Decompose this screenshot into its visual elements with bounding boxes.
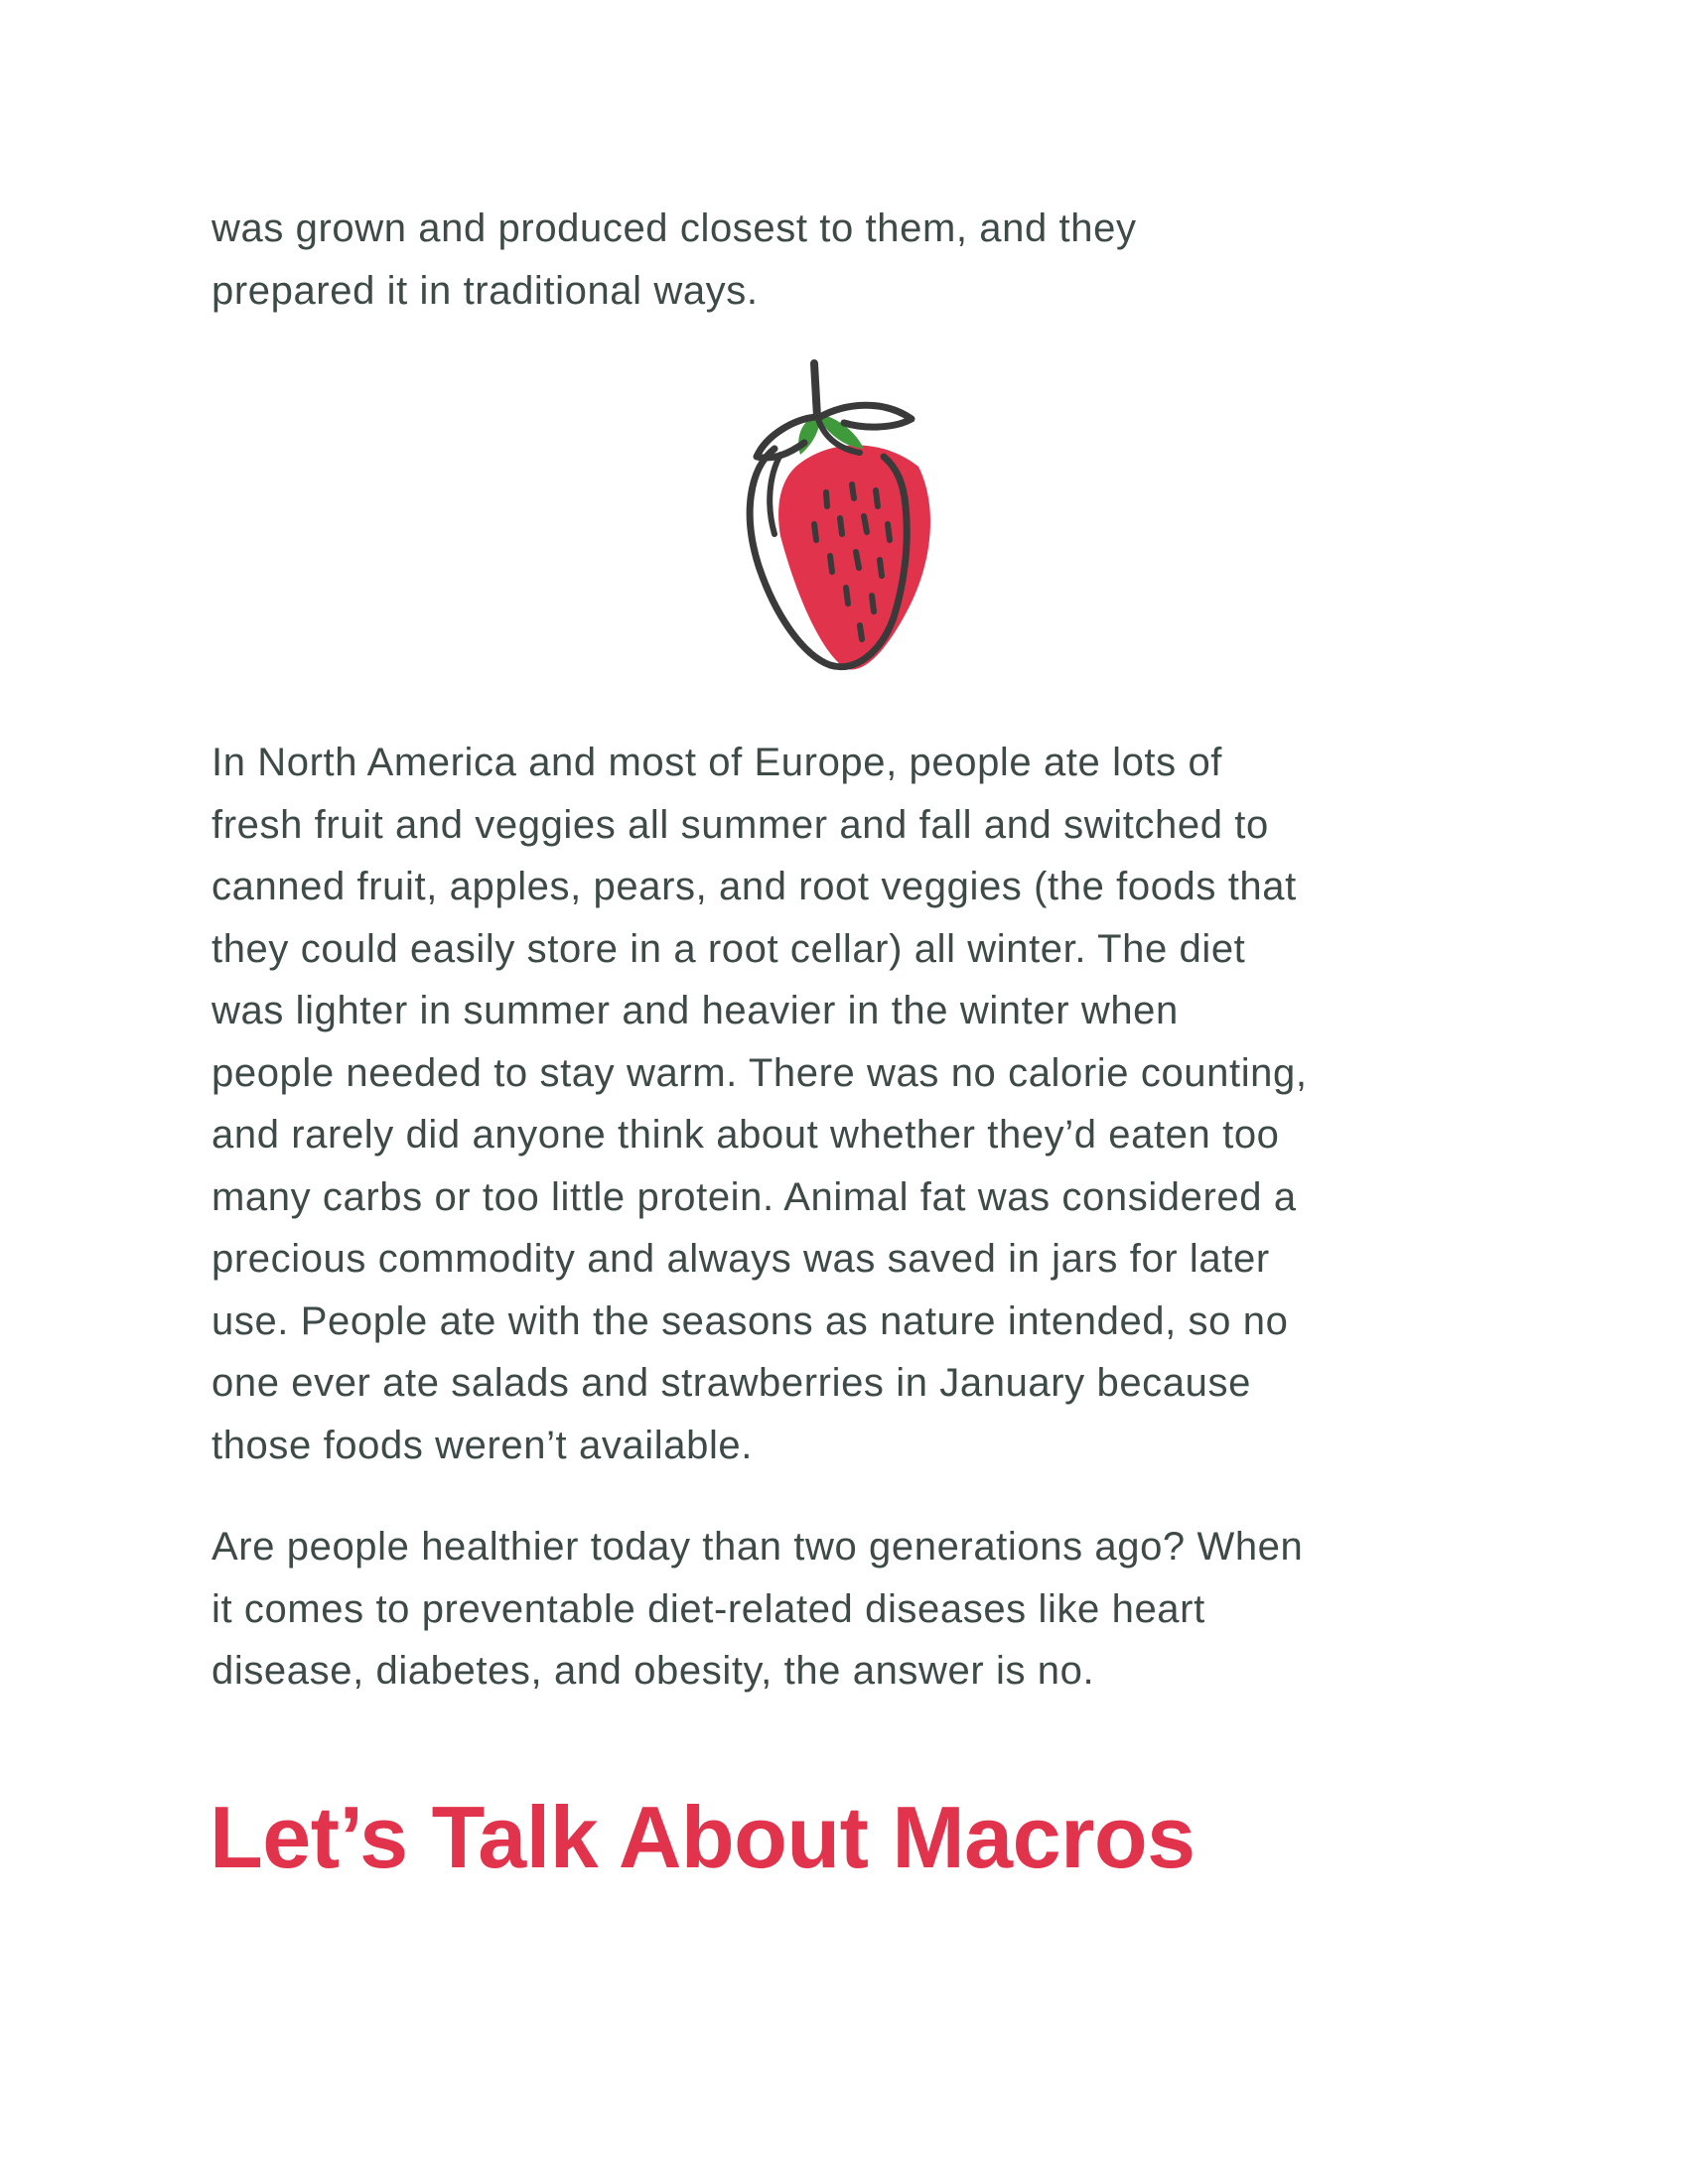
paragraph-line: was grown and produced closest to them, and they bbox=[211, 206, 1137, 250]
history-paragraph bbox=[211, 732, 1502, 1476]
paragraph-line: it comes to preventable diet-related diseases like heart bbox=[211, 1586, 1205, 1631]
paragraph-line: disease, diabetes, and obesity, the answer is no. bbox=[211, 1649, 1095, 1693]
paragraph-line: and rarely did anyone think about whether they’d eaten too bbox=[211, 1113, 1280, 1157]
paragraph-line: canned fruit, apples, pears, and root veggies (the foods that bbox=[211, 865, 1297, 908]
paragraph-line: those foods weren’t available. bbox=[211, 1423, 753, 1467]
section-heading: Let’s Talk About Macros bbox=[210, 1788, 1196, 1886]
paragraph-line: many carbs or too little protein. Animal fat was considered a bbox=[211, 1174, 1297, 1219]
paragraph-line: Are people healthier today than two generations ago? When bbox=[211, 1525, 1304, 1569]
paragraph-line: precious commodity and always was saved in jars for later bbox=[211, 1237, 1270, 1281]
paragraph-line: fresh fruit and veggies all summer and fall and switched to bbox=[211, 802, 1269, 847]
paragraph-line: use. People ate with the seasons as nature intended, so no bbox=[211, 1298, 1289, 1343]
question-paragraph bbox=[211, 1516, 1502, 1703]
paragraph-line: In North America and most of Europe, people ate lots of bbox=[211, 741, 1222, 784]
strawberry-icon bbox=[735, 357, 953, 680]
paragraph-line: they could easily store in a root cellar) all winter. The diet bbox=[211, 926, 1246, 971]
paragraph-line: one ever ate salads and strawberries in January because bbox=[211, 1361, 1251, 1405]
intro-paragraph bbox=[211, 198, 1502, 322]
paragraph-line: prepared it in traditional ways. bbox=[211, 268, 759, 313]
paragraph-line: people needed to stay warm. There was no calorie counting, bbox=[211, 1050, 1308, 1095]
paragraph-line: was lighter in summer and heavier in the winter when bbox=[211, 989, 1179, 1032]
